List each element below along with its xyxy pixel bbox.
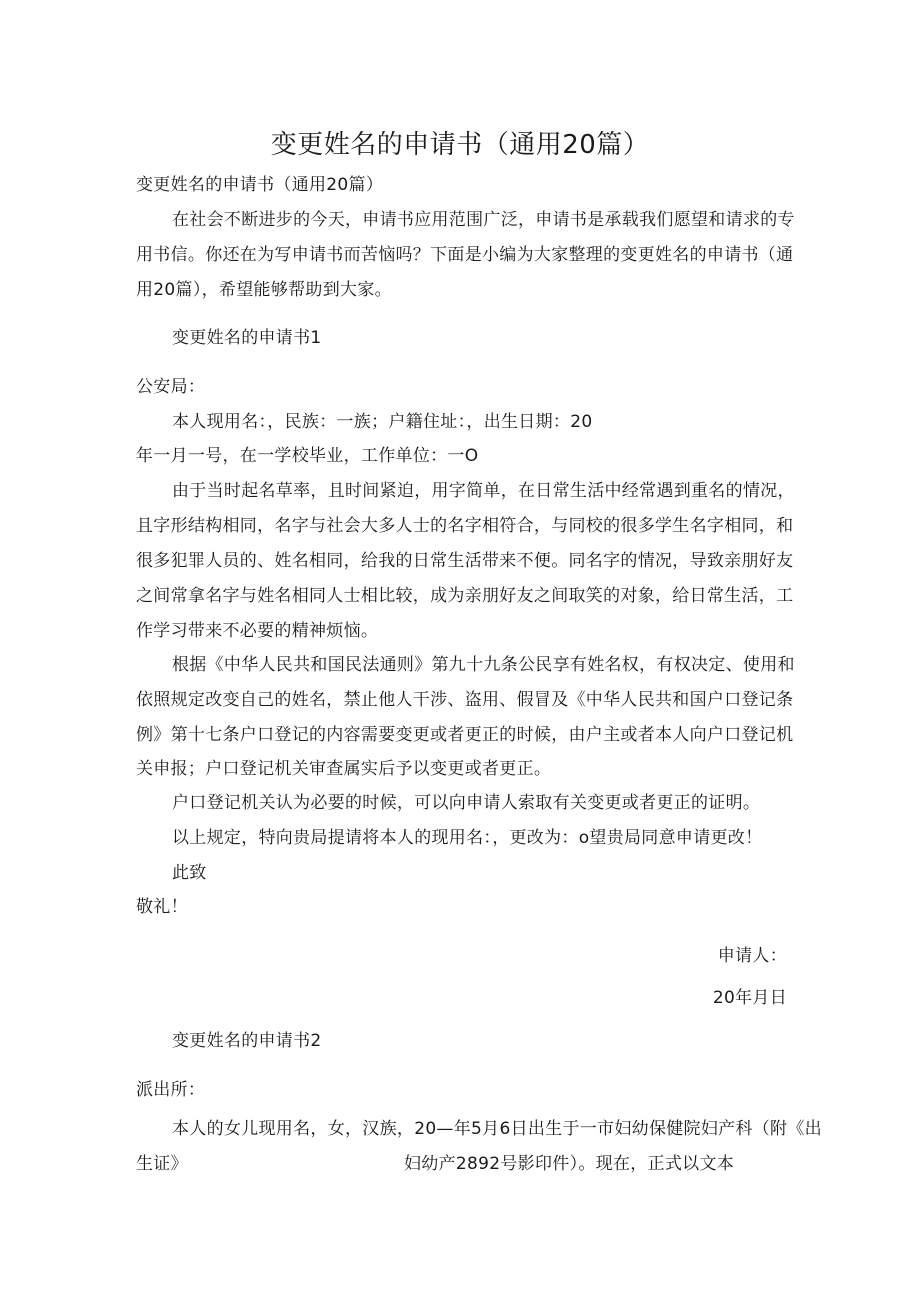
intro-line: 用书信。你还在为写申请书而苦恼吗？下面是小编为大家整理的变更姓名的申请书（通 (136, 245, 794, 265)
paragraph-line: 且字形结构相同，名字与社会大多人士的名字相符合，与同校的很多学生名字相同，和 (136, 516, 794, 536)
paragraph-line: 很多犯罪人员的、姓名相同，给我的日常生活带来不便。同名字的情况，导致亲朋好友 (136, 551, 794, 571)
paragraph-line: 作学习带来不必要的精神烦恼。 (136, 621, 379, 641)
section-heading: 变更姓名的申请书1 (172, 328, 322, 348)
paragraph-line: 依照规定改变自己的姓名，禁止他人干涉、盗用、假冒及《中华人民共和国户口登记条 (136, 690, 794, 710)
date-line: 20年月日 (712, 988, 787, 1008)
recipient: 公安局： (136, 377, 206, 397)
closing-regards: 敬礼！ (136, 897, 188, 917)
paragraph-line: 根据《中华人民共和国民法通则》第九十九条公民享有姓名权，有权决定、使用和 (172, 655, 795, 675)
section-heading: 变更姓名的申请书2 (172, 1031, 322, 1051)
paragraph-line: 本人现用名：，民族：一族；户籍住址：，出生日期：20 (172, 412, 593, 432)
intro-line: 用20篇），希望能够帮助到大家。 (136, 280, 392, 300)
document-subtitle: 变更姓名的申请书（通用20篇） (136, 175, 384, 195)
paragraph-line: 由于当时起名草率，且时间紧迫，用字简单，在日常生活中经常遇到重名的情况， (172, 481, 795, 501)
paragraph-line: 例》第十七条户口登记的内容需要变更或者更正的时候，由户主或者本人向户口登记机 (136, 725, 794, 745)
paragraph-line: 本人的女儿现用名，女，汉族，20—年5月6日出生于一市妇幼保健院妇产科（附《出 (172, 1119, 822, 1139)
paragraph-line: 生证》 (136, 1154, 188, 1174)
paragraph-line: 以上规定，特向贵局提请将本人的现用名：，更改为：o望贵局同意申请更改！ (172, 828, 763, 848)
paragraph-line: 年一月一号，在一学校毕业，工作单位：一O (136, 446, 479, 466)
document-title: 变更姓名的申请书（通用20篇） (270, 130, 650, 160)
closing-salutation: 此致 (172, 863, 207, 883)
recipient: 派出所： (136, 1080, 206, 1100)
paragraph-line: 之间常拿名字与姓名相同人士相比较，成为亲朋好友之间取笑的对象，给日常生活，工 (136, 586, 794, 606)
intro-line: 在社会不断进步的今天，申请书应用范围广泛，申请书是承载我们愿望和请求的专 (172, 210, 795, 230)
paragraph-line: 妇幼产2892号影印件）。现在，正式以文本 (404, 1154, 735, 1174)
applicant-label: 申请人： (717, 946, 787, 966)
paragraph-line: 关申报；户口登记机关审查属实后予以变更或者更正。 (136, 759, 552, 779)
paragraph-line: 户口登记机关认为必要的时候，可以向申请人索取有关变更或者更正的证明。 (172, 793, 761, 813)
